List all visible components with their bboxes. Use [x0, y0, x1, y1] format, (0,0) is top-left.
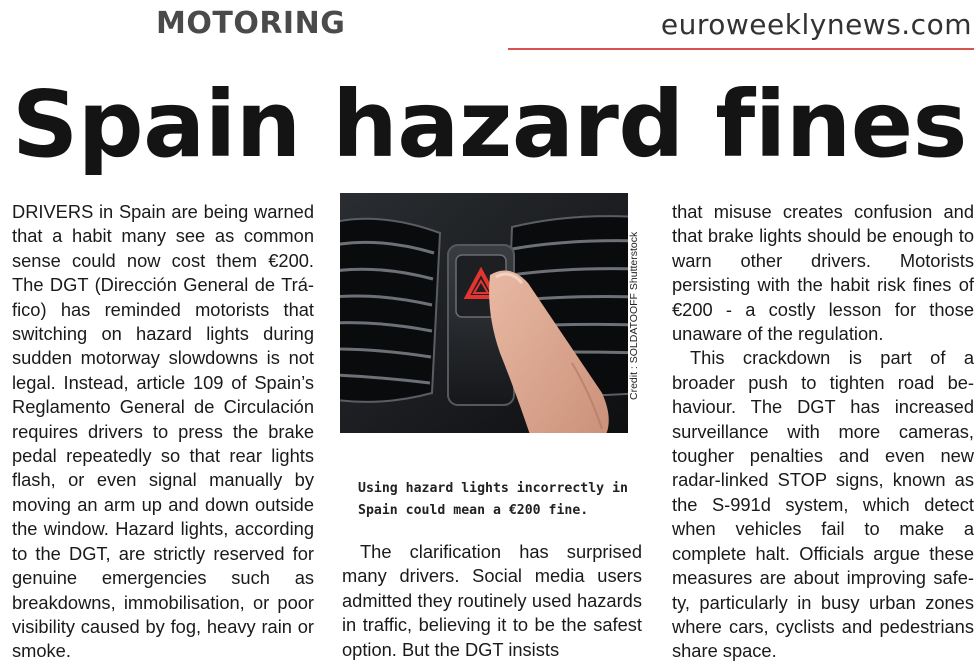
article-photo	[340, 193, 628, 433]
photo-credit	[628, 200, 642, 400]
paragraph: that misuse creates confusion and that brake lights should be enough to warn other drivers. Motorists persisting with the habit risk fines of €200 - a costly lesson for those unaware of the regulation.	[672, 201, 974, 345]
header-divider	[508, 48, 974, 50]
photo-credit-text: Credit : SOLDATOOFF Shutterstock	[628, 231, 640, 400]
photo-caption: Using hazard lights incorrectly in Spain could mean a €200 fine.	[358, 481, 628, 518]
article-column-3	[672, 200, 974, 664]
paragraph: DRIVERS in Spain are being warned that a habit many see as common sense could now cost them €200. The DGT (Dirección General de Tráfico) has reminded motorists that switching on hazard lights during sudden motorway slowdowns is not legal. Instead, article 109 of Spain’s Reglamento General de Circulación requires drivers to press the brake pedal repeatedly so that rear lights flash, or even signal manually by moving an arm up and down outside the window. Hazard lights, according to the DGT, are strictly reserved for genuine emergencies such as breakdowns, immobilisation, or poor visibility caused by fog, heavy rain or smoke.	[12, 201, 314, 662]
headline: Spain hazard fines	[12, 71, 967, 178]
paragraph: This crackdown is part of a broader push to tighten road behaviour. The DGT has increased surveillance with more cameras, tougher penalties and even new radar-linked STOP signs, known as the S-991d system, which detect when vehicles fail to make a complete halt. Officials argue these measures are about improving safety, particularly in busy urban zones where cars, cyclists and pedestrians share space.	[672, 347, 974, 662]
paragraph: The clarification has surprised many drivers. Social media users admitted they routinely used hazards in traffic, believing it to be the safest option. But the DGT insists	[342, 541, 642, 660]
article-column-2	[342, 540, 642, 662]
article-column-1	[12, 200, 314, 664]
section-label: MOTORING	[156, 6, 346, 41]
site-name[interactable]: euroweeklynews.com	[660, 8, 972, 41]
